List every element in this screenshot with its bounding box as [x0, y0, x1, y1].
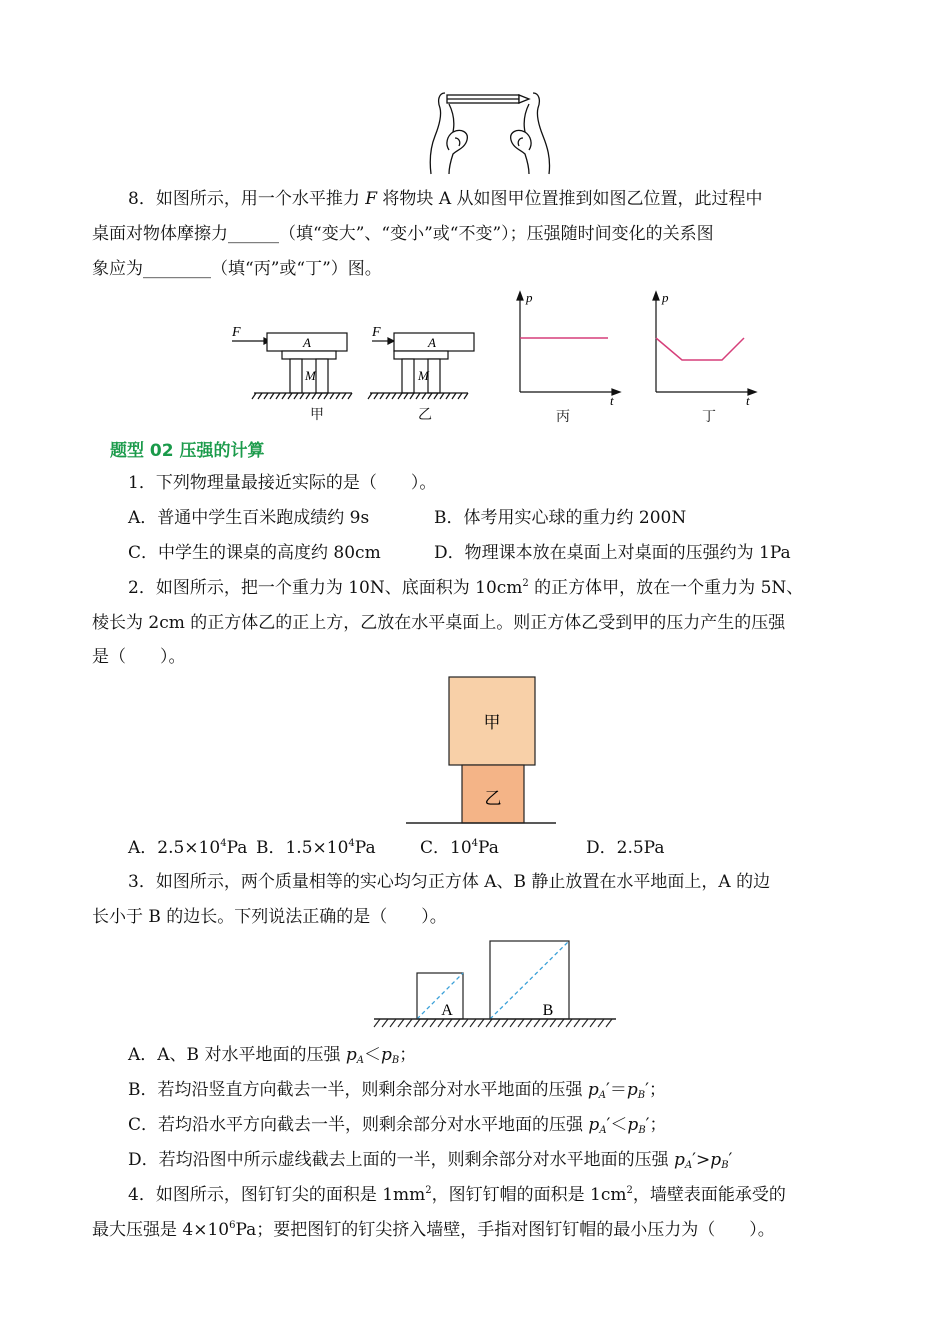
q1-option-c: C．中学生的课桌的高度约 80cm [128, 543, 381, 563]
pressure-line-ding [656, 338, 744, 360]
caption-bing: 丙 [556, 409, 570, 425]
q3-option-c: C．若均沿水平方向截去一半，则剩余部分对水平地面的压强 $p_A'<p_B'$； [128, 1115, 667, 1136]
q8-line3: 象应为________（填“丙”或“丁”）图。 [92, 259, 382, 279]
q3-line2: 长小于 B 的边长。下列说法正确的是（ ）。 [92, 907, 447, 927]
q4-line1: 4．如图所示，图钉钉尖的面积是 $1mm^2$，图钉钉帽的面积是 $1cm^2$，墙壁表面能承受的 [128, 1185, 786, 1205]
q1-option-a: A．普通中学生百米跑成绩约 9s [128, 508, 370, 528]
figure-yi [368, 324, 498, 404]
axis-t-ding: t [746, 393, 750, 408]
cube-yi-label: 乙 [484, 789, 502, 809]
q1-stem: 1．下列物理量最接近实际的是（ ）。 [128, 473, 437, 493]
graph-bing [510, 288, 625, 406]
q2-option-c: C．$10^4Pa$ [420, 838, 499, 858]
q2-option-b: B．$1.5\times 10^4Pa$ [256, 838, 376, 858]
cube-a-label: A [441, 1002, 453, 1019]
q8-line2: 桌面对物体摩擦力______（填“变大”、“变小”或“不变”）；压强随时间变化的关系图 [92, 224, 714, 244]
q8-line1: 8．如图所示，用一个水平推力 F 将物块 A 从如图甲位置推到如图乙位置，此过程中 [128, 189, 763, 209]
section-title: 题型 02 压强的计算 [110, 441, 265, 461]
block-label-yi: A [428, 335, 436, 350]
cubes-ab-figure [370, 938, 620, 1032]
q3-option-a: A．A、B 对水平地面的压强 $p_A<p_B$； [128, 1045, 417, 1066]
q1-option-d: D．物理课本放在桌面上对桌面的压强约为 1Pa [434, 543, 791, 563]
block-label-jia: A [303, 335, 311, 350]
q2-line1: 2．如图所示，把一个重力为 10N、底面积为 $10cm^2$ 的正方体甲，放在一个重力为 5N、 [128, 578, 804, 598]
cube-b-label: B [542, 1002, 554, 1019]
cube-jia-label: 甲 [483, 713, 501, 733]
support-label-jia: M [305, 368, 316, 383]
q3-line1: 3．如图所示，两个质量相等的实心均匀正方体 A、B 静止放置在水平地面上，A 的边 [128, 872, 771, 892]
force-label-jia: F [232, 325, 241, 340]
graph-ding [646, 288, 761, 406]
force-label-yi: F [372, 325, 381, 340]
caption-ding: 丁 [702, 409, 716, 425]
axis-p-bing: p [526, 290, 533, 305]
pencil-fingers-figure [425, 88, 565, 176]
axis-p-ding: p [662, 290, 669, 305]
caption-yi: 乙 [418, 407, 432, 423]
q2-option-d: D．2.5Pa [586, 838, 665, 858]
caption-jia: 甲 [310, 407, 324, 423]
stacked-cubes-figure [404, 676, 558, 826]
figure-jia [228, 324, 358, 404]
support-label-yi: M [418, 368, 429, 383]
q3-option-b: B．若均沿竖直方向截去一半，则剩余部分对水平地面的压强 $p_A'=p_B'$； [128, 1080, 667, 1101]
q3-option-d: D．若均沿图中所示虚线截去上面的一半，则剩余部分对水平地面的压强 $p_A'>p_B'$ [128, 1150, 733, 1171]
q2-option-a: A．$2.5\times 10^4Pa$ [128, 838, 248, 858]
axis-t-bing: t [610, 393, 614, 408]
q4-line2: 最大压强是 $4\times 10^6Pa$；要把图钉的钉尖挤入墙壁，手指对图钉钉帽的最小压力为（ ）。 [92, 1220, 775, 1240]
q2-line3: 是（ ）。 [92, 647, 186, 667]
q2-line2: 棱长为 2cm 的正方体乙的正上方，乙放在水平桌面上。则正方体乙受到甲的压力产生的压强 [92, 613, 786, 633]
q1-option-b: B．体考用实心球的重力约 200N [434, 508, 687, 528]
